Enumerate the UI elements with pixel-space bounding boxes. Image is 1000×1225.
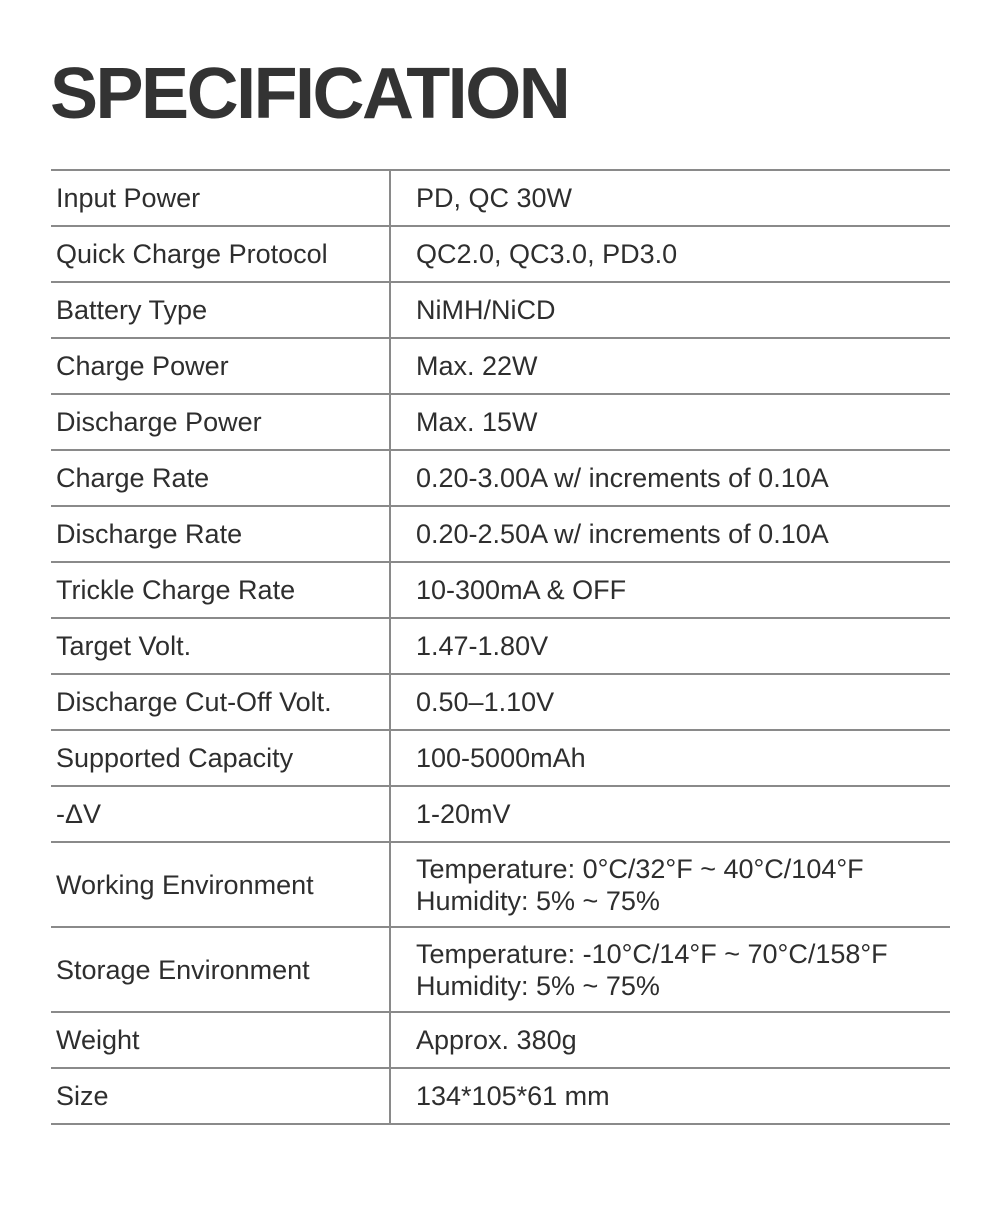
table-row xyxy=(51,1012,950,1068)
table-row xyxy=(51,506,950,562)
spec-value xyxy=(390,842,950,927)
table-row xyxy=(51,927,950,1012)
table-row xyxy=(51,226,950,282)
spec-value: Max. 15W xyxy=(390,394,950,450)
table-row xyxy=(51,786,950,842)
table-row xyxy=(51,562,950,618)
table-row xyxy=(51,282,950,338)
spec-value-line: Humidity: 5% ~ 75% xyxy=(416,970,660,1001)
spec-label: -ΔV xyxy=(51,786,390,842)
spec-label: Discharge Rate xyxy=(51,506,390,562)
spec-label: Quick Charge Protocol xyxy=(51,226,390,282)
spec-value: 0.20-2.50A w/ increments of 0.10A xyxy=(390,506,950,562)
spec-label: Charge Rate xyxy=(51,450,390,506)
table-row xyxy=(51,618,950,674)
spec-label: Input Power xyxy=(51,170,390,226)
specification-table xyxy=(51,169,950,1125)
table-row xyxy=(51,338,950,394)
table-row xyxy=(51,1068,950,1124)
spec-value xyxy=(390,927,950,1012)
spec-label: Working Environment xyxy=(51,842,390,927)
spec-label: Charge Power xyxy=(51,338,390,394)
spec-label: Trickle Charge Rate xyxy=(51,562,390,618)
spec-value: 0.50–1.10V xyxy=(390,674,950,730)
spec-value-line: Temperature: -10°C/14°F ~ 70°C/158°F xyxy=(416,938,888,969)
spec-value: PD, QC 30W xyxy=(390,170,950,226)
spec-label: Storage Environment xyxy=(51,927,390,1012)
table-row xyxy=(51,674,950,730)
spec-label: Weight xyxy=(51,1012,390,1068)
spec-value: 100-5000mAh xyxy=(390,730,950,786)
spec-value: Approx. 380g xyxy=(390,1012,950,1068)
spec-label: Supported Capacity xyxy=(51,730,390,786)
page-title: SPECIFICATION xyxy=(50,54,569,134)
table-row xyxy=(51,170,950,226)
spec-value-line: Humidity: 5% ~ 75% xyxy=(416,885,660,916)
spec-value: NiMH/NiCD xyxy=(390,282,950,338)
spec-value: 0.20-3.00A w/ increments of 0.10A xyxy=(390,450,950,506)
spec-value: 1.47-1.80V xyxy=(390,618,950,674)
spec-value: Max. 22W xyxy=(390,338,950,394)
spec-value: QC2.0, QC3.0, PD3.0 xyxy=(390,226,950,282)
table-row xyxy=(51,394,950,450)
table-row xyxy=(51,450,950,506)
spec-label: Discharge Power xyxy=(51,394,390,450)
spec-label: Target Volt. xyxy=(51,618,390,674)
spec-value: 10-300mA & OFF xyxy=(390,562,950,618)
spec-value: 134*105*61 mm xyxy=(390,1068,950,1124)
table-row xyxy=(51,730,950,786)
spec-value: 1-20mV xyxy=(390,786,950,842)
spec-label: Battery Type xyxy=(51,282,390,338)
spec-value-line: Temperature: 0°C/32°F ~ 40°C/104°F xyxy=(416,853,864,884)
spec-label: Size xyxy=(51,1068,390,1124)
spec-label: Discharge Cut-Off Volt. xyxy=(51,674,390,730)
table-row xyxy=(51,842,950,927)
